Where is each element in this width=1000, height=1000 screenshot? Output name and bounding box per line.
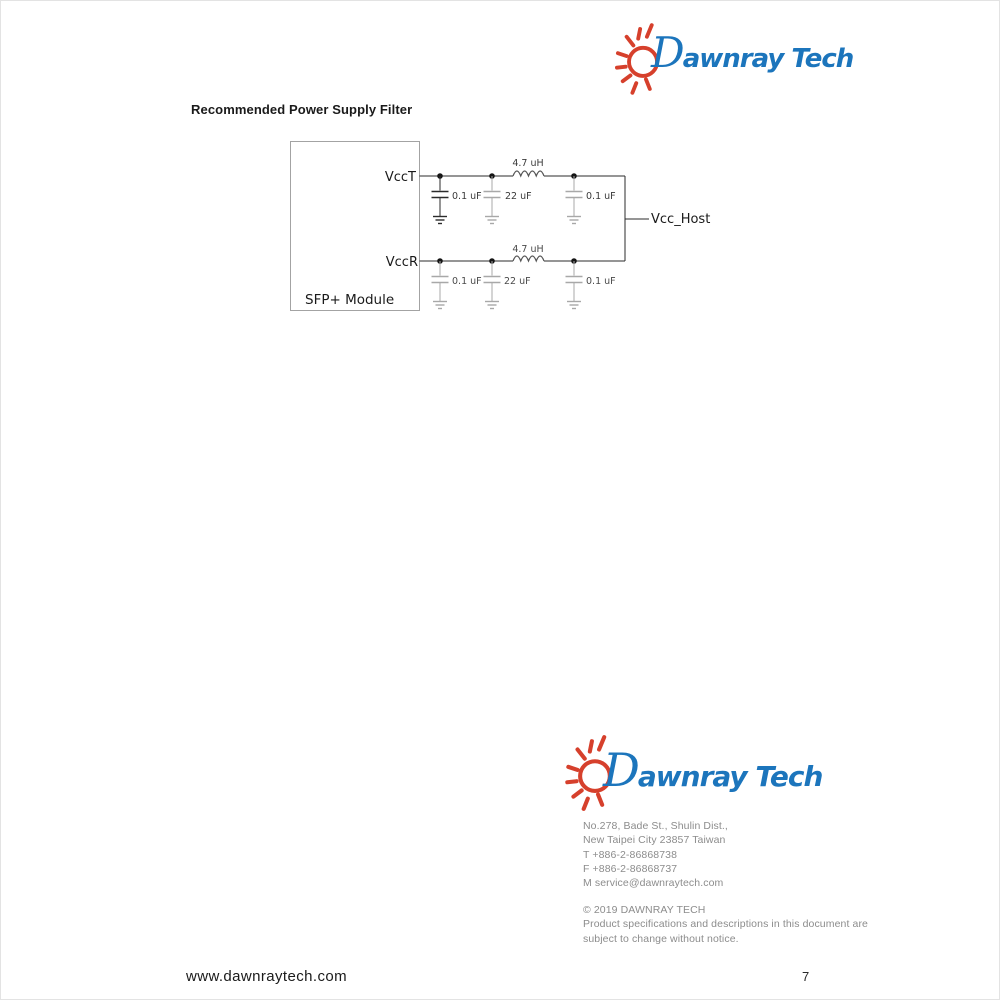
notice-line-2: subject to change without notice. <box>583 932 739 945</box>
capacitor-bottom-2 <box>484 261 501 309</box>
contact-block <box>583 819 728 890</box>
cap-top-3-label: 0.1 uF <box>586 191 616 202</box>
brand-name: Dawnray Tech <box>651 28 854 77</box>
brand-logo-bottom <box>565 725 823 813</box>
legal-block <box>583 903 868 946</box>
capacitor-bottom-1 <box>432 261 449 309</box>
cap-bottom-3-label: 0.1 uF <box>586 276 616 287</box>
cap-top-1-label: 0.1 uF <box>452 191 482 202</box>
sfp-module-box <box>291 142 420 311</box>
cap-bottom-2-label: 22 uF <box>504 276 531 287</box>
host-net-label: Vcc_Host <box>651 212 711 227</box>
capacitor-top-3 <box>566 176 583 224</box>
website-url: www.dawnraytech.com <box>186 968 347 985</box>
cap-top-2-label: 22 uF <box>505 191 532 202</box>
address-line-2: New Taipei City 23857 Taiwan <box>583 834 726 847</box>
junction-dots <box>437 173 577 264</box>
inductor-top <box>513 171 544 176</box>
capacitor-top-1 <box>432 176 449 224</box>
email-line: M service@dawnraytech.com <box>583 877 724 890</box>
brand-name: Dawnray Tech <box>603 743 823 797</box>
brand-logo-top <box>615 15 854 99</box>
module-label: SFP+ Module <box>305 292 395 308</box>
inductor-bottom-label: 4.7 uH <box>512 244 544 255</box>
inductor-bottom <box>513 256 544 261</box>
address-line-1: No.278, Bade St., Shulin Dist., <box>583 820 728 832</box>
cap-bottom-1-label: 0.1 uF <box>452 276 482 287</box>
phone-line: T +886-2-86868738 <box>583 848 678 861</box>
inductor-top-label: 4.7 uH <box>512 158 544 169</box>
copyright-line: © 2019 DAWNRAY TECH <box>583 904 706 916</box>
capacitor-bottom-3 <box>566 261 583 309</box>
page-number: 7 <box>802 969 810 984</box>
port-label-vccr: VccR <box>385 255 418 270</box>
section-heading: Recommended Power Supply Filter <box>191 102 413 117</box>
notice-line-1: Product specifications and descriptions in this document are <box>583 918 868 931</box>
capacitor-top-2 <box>484 176 501 224</box>
power-filter-schematic <box>281 133 721 319</box>
fax-line: F +886-2-86868737 <box>583 862 678 875</box>
port-label-vcct: VccT <box>384 170 416 185</box>
